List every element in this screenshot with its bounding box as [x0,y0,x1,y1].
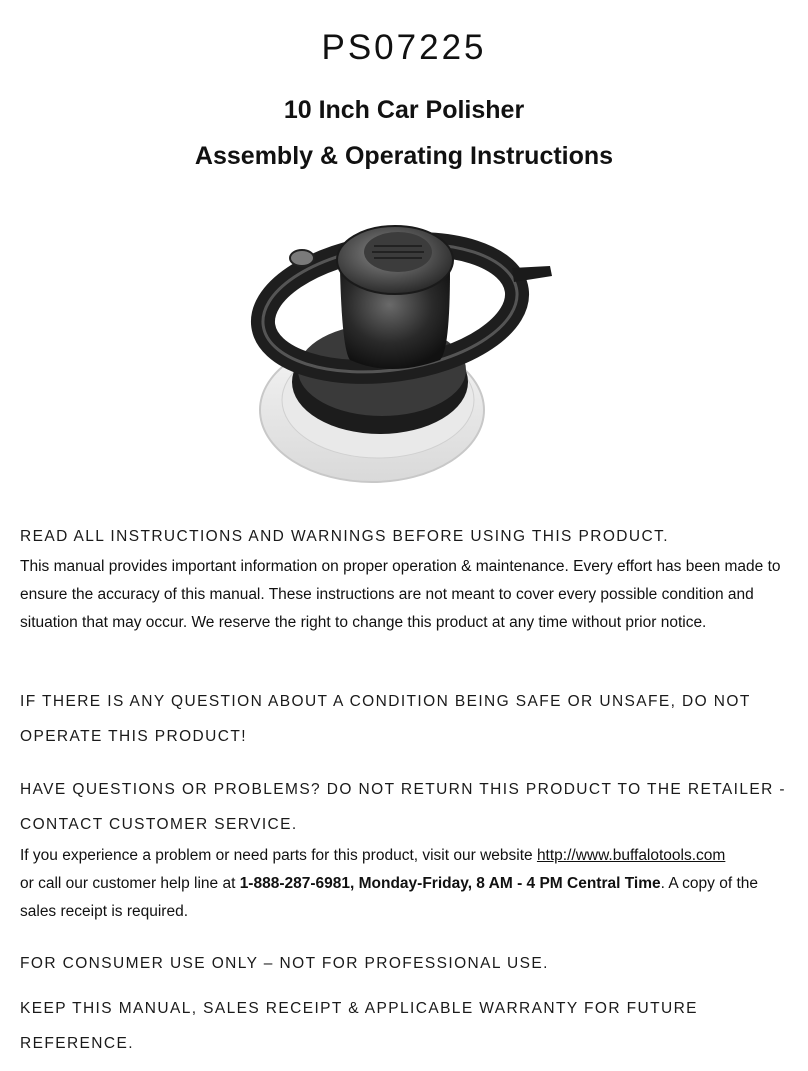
model-number: PS07225 [321,28,487,67]
document-title: 10 Inch Car Polisher [283,96,525,124]
keep-manual-notice: KEEP THIS MANUAL, SALES RECEIPT & APPLICABLE WARRANTY FOR FUTURE REFERENCE. [20,1000,698,1052]
consumer-use-notice: FOR CONSUMER USE ONLY – NOT FOR PROFESSIONAL USE. [20,955,549,972]
read-all-warning: READ ALL INSTRUCTIONS AND WARNINGS BEFORE USING THIS PRODUCT. [20,528,669,545]
read-instructions-section [20,521,795,637]
help-suffix-text: . A copy of the sales receipt is required. [20,875,758,920]
help-call-text: or call our customer help line at [20,875,240,892]
customer-service-section [20,772,795,926]
document-subtitle: Assembly & Operating Instructions [194,142,614,170]
manual-info-paragraph: This manual provides important information on proper operation & maintenance. Every effort has been made to ensure the accuracy of this manual. These instructions are not meant to cover every possible condition and situation that may occur. We reserve the right to change this product at any time without prior notice. [20,558,781,631]
help-paragraph [20,842,795,926]
car-polisher-product-image [250,210,560,490]
help-phone-hours: 1-888-287-6981, Monday-Friday, 8 AM - 4 PM Central Time [239,875,661,892]
have-questions-heading: HAVE QUESTIONS OR PROBLEMS? DO NOT RETURN THIS PRODUCT TO THE RETAILER - CONTACT CUSTOMER SERVICE. [20,781,786,833]
safety-question-warning: IF THERE IS ANY QUESTION ABOUT A CONDITION BEING SAFE OR UNSAFE, DO NOT OPERATE THIS PRODUCT! [20,693,751,745]
website-link[interactable]: http://www.buffalotools.com [536,847,726,864]
help-prefix-text: If you experience a problem or need parts for this product, visit our website [20,847,537,864]
